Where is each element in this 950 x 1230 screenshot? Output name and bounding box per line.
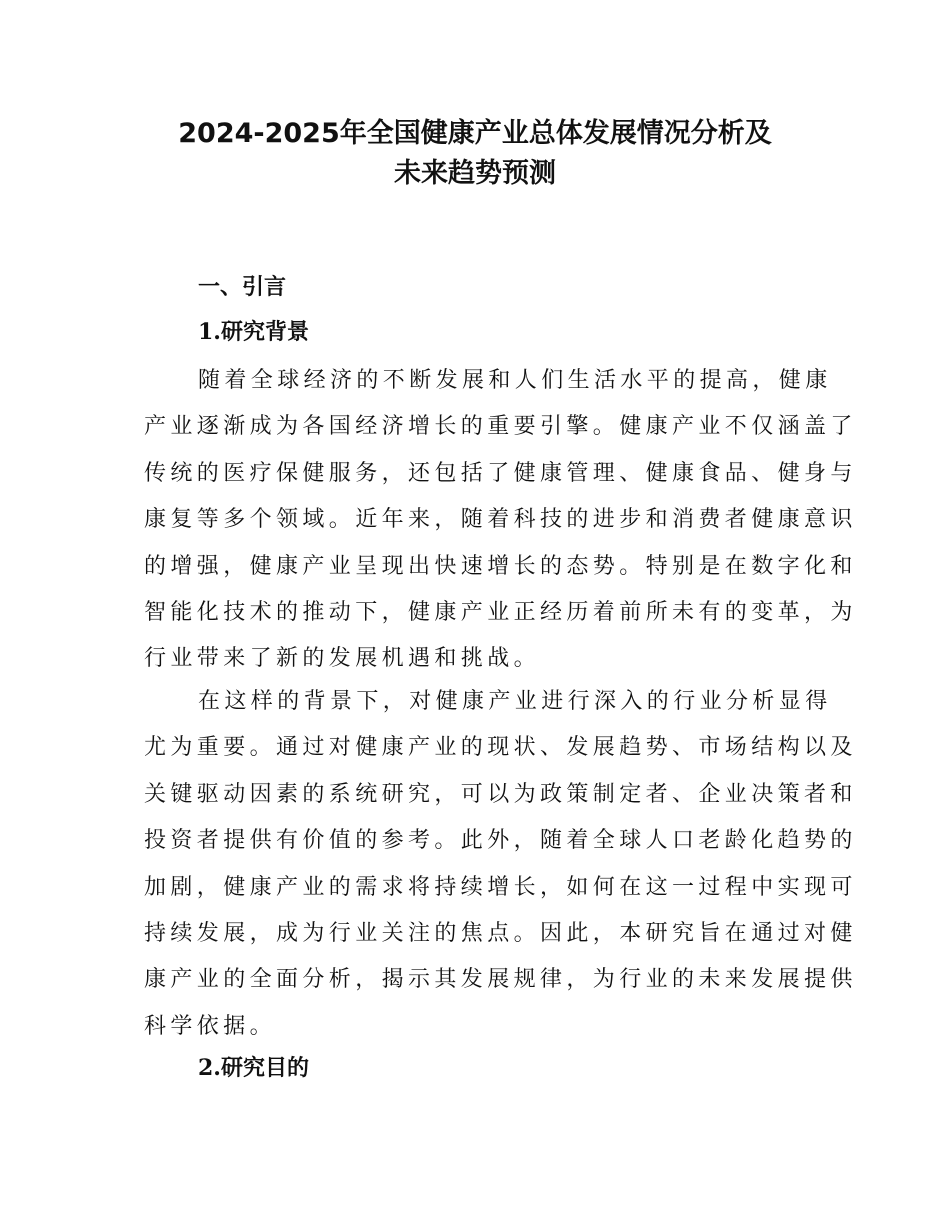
paragraph-line: 关键驱动因素的系统研究，可以为政策制定者、企业决策者和 [144, 781, 857, 807]
paragraph-line: 传统的医疗保健服务，还包括了健康管理、健康食品、健身与 [144, 460, 857, 486]
paragraph-line: 随着全球经济的不断发展和人们生活水平的提高，健康 [198, 368, 832, 393]
paragraph-research-background-1 [144, 358, 857, 683]
paragraph-line: 行业带来了新的发展机遇和挑战。 [144, 646, 541, 672]
document-title-line-1: 2024-2025年全国健康产业总体发展情况分析及 [178, 118, 772, 149]
paragraph-line: 智能化技术的推动下，健康产业正经历着前所未有的变革，为 [144, 599, 857, 625]
paragraph-line: 投资者提供有价值的参考。此外，随着全球人口老龄化趋势的 [144, 828, 857, 854]
section-heading-introduction: 一、引言 [198, 274, 287, 300]
paragraph-line: 加剧，健康产业的需求将持续增长，如何在这一过程中实现可 [144, 874, 857, 900]
subsection-heading-research-background: 1.研究背景 [198, 319, 309, 345]
document-title-line-2: 未来趋势预测 [394, 158, 556, 189]
paragraph-line: 产业逐渐成为各国经济增长的重要引擎。健康产业不仅涵盖了 [144, 414, 857, 440]
paragraph-line: 康产业的全面分析，揭示其发展规律，为行业的未来发展提供 [144, 967, 857, 993]
paragraph-line: 的增强，健康产业呈现出快速增长的态势。特别是在数字化和 [144, 553, 857, 579]
paragraph-line: 尤为重要。通过对健康产业的现状、发展趋势、市场结构以及 [144, 735, 857, 761]
paragraph-line: 康复等多个领域。近年来，随着科技的进步和消费者健康意识 [144, 507, 857, 533]
subsection-heading-research-purpose: 2.研究目的 [198, 1055, 309, 1081]
paragraph-line: 科学依据。 [144, 1013, 277, 1039]
paragraph-research-background-2 [144, 679, 857, 1050]
paragraph-line: 持续发展，成为行业关注的焦点。因此，本研究旨在通过对健 [144, 920, 857, 946]
paragraph-line: 在这样的背景下，对健康产业进行深入的行业分析显得 [198, 689, 832, 714]
